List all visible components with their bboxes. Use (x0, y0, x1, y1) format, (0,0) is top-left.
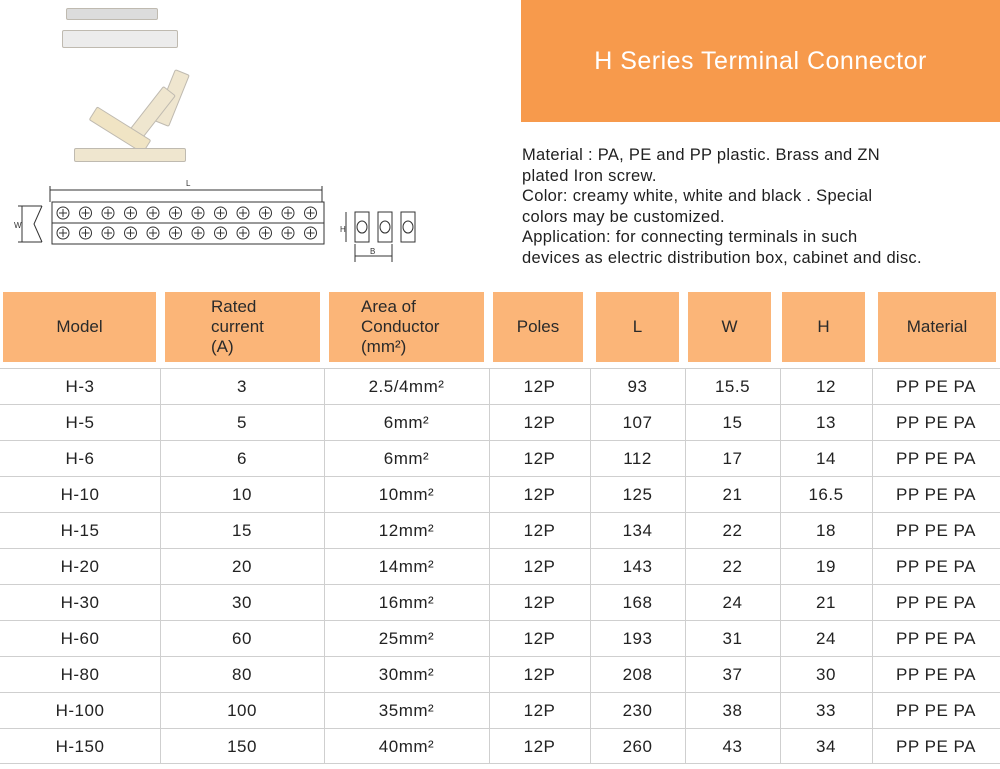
side-screw (380, 221, 390, 233)
cell-poles: 12P (523, 485, 556, 504)
cell-length: 208 (622, 665, 653, 684)
cell-model: H-30 (60, 593, 100, 612)
table-row (0, 368, 1000, 404)
cell-rated-current: 80 (232, 665, 252, 684)
cell-length: 93 (627, 377, 648, 396)
column-header-label: L (632, 317, 643, 336)
cell-rated-current: 10 (232, 485, 252, 504)
cell-width: 15.5 (714, 377, 751, 396)
cell-poles: 12P (523, 521, 556, 540)
dimension-label-b: B (370, 247, 376, 256)
cell-length: 134 (622, 521, 653, 540)
cell-height: 14 (816, 449, 836, 468)
column-header-length (596, 292, 679, 362)
cell-material: PP PE PA (896, 413, 976, 432)
cell-conductor-area: 6mm² (383, 449, 430, 468)
cell-conductor-area: 12mm² (378, 521, 435, 540)
column-header-rated-current (165, 292, 320, 362)
cell-material: PP PE PA (896, 377, 976, 396)
cell-conductor-area: 14mm² (378, 557, 435, 576)
cell-length: 260 (622, 737, 653, 756)
cell-material: PP PE PA (896, 701, 976, 720)
cell-height: 18 (816, 521, 836, 540)
cell-poles: 12P (523, 377, 556, 396)
terminal-strip-image (74, 148, 186, 162)
cell-poles: 12P (523, 593, 556, 612)
cell-material: PP PE PA (896, 593, 976, 612)
table-row (0, 692, 1000, 728)
column-header-label: Model (56, 317, 103, 336)
cell-poles: 12P (523, 449, 556, 468)
description-line: devices as electric distribution box, cabinet and disc. (522, 248, 922, 267)
dimension-label-l: L (186, 179, 191, 188)
table-row (0, 548, 1000, 584)
terminal-strip-image (66, 8, 158, 20)
table-row (0, 656, 1000, 692)
table-row (0, 728, 1000, 764)
cell-conductor-area: 16mm² (378, 593, 435, 612)
side-screw (357, 221, 367, 233)
cell-rated-current: 3 (237, 377, 247, 396)
cell-poles: 12P (523, 557, 556, 576)
cell-model: H-3 (65, 377, 95, 396)
table-row (0, 620, 1000, 656)
cell-model: H-15 (60, 521, 100, 540)
column-header-label: Area of Conductor (mm²) (361, 297, 440, 356)
cell-height: 33 (816, 701, 836, 720)
cell-length: 143 (622, 557, 653, 576)
cell-width: 17 (722, 449, 743, 468)
column-header-conductor-area (329, 292, 484, 362)
title-banner (521, 0, 1000, 122)
description-line: Material : PA, PE and PP plastic. Brass and ZN (522, 146, 881, 164)
cell-material: PP PE PA (896, 557, 976, 576)
cell-conductor-area: 10mm² (378, 485, 435, 504)
page-title: H Series Terminal Connector (594, 46, 927, 75)
cell-height: 19 (816, 557, 836, 576)
cell-poles: 12P (523, 413, 556, 432)
column-header-label: W (721, 317, 738, 336)
cell-rated-current: 60 (232, 629, 252, 648)
cell-height: 21 (816, 593, 836, 612)
product-photos (60, 2, 220, 170)
cell-width: 38 (722, 701, 743, 720)
terminal-strip-image (62, 30, 178, 48)
dimension-drawing (12, 172, 442, 272)
cell-length: 168 (622, 593, 653, 612)
cell-height: 24 (816, 629, 836, 648)
cell-width: 43 (722, 737, 743, 756)
cell-length: 125 (622, 485, 653, 504)
cell-rated-current: 150 (227, 737, 257, 756)
description-line: Application: for connecting terminals in such (522, 228, 858, 246)
table-row (0, 440, 1000, 476)
cell-height: 13 (816, 413, 836, 432)
column-header-width (688, 292, 771, 362)
cell-rated-current: 30 (232, 593, 252, 612)
cell-conductor-area: 2.5/4mm² (368, 377, 445, 396)
cell-length: 230 (622, 701, 653, 720)
cell-poles: 12P (523, 737, 556, 756)
cell-model: H-60 (60, 629, 100, 648)
cell-model: H-150 (55, 737, 105, 756)
cell-width: 15 (722, 413, 743, 432)
cell-height: 12 (816, 377, 836, 396)
cell-width: 31 (722, 629, 743, 648)
table-row (0, 512, 1000, 548)
cell-width: 37 (722, 665, 743, 684)
cell-width: 22 (722, 521, 743, 540)
cell-material: PP PE PA (896, 629, 976, 648)
specification-table (0, 292, 1000, 764)
product-description (522, 145, 1000, 268)
cell-model: H-6 (65, 449, 95, 468)
cell-poles: 12P (523, 665, 556, 684)
cell-conductor-area: 35mm² (378, 701, 435, 720)
cell-length: 112 (623, 449, 652, 468)
cell-model: H-80 (60, 665, 100, 684)
column-header-label: H (817, 317, 830, 336)
cell-model: H-5 (65, 413, 95, 432)
table-header-row (0, 292, 1000, 362)
cell-rated-current: 5 (237, 413, 247, 432)
dimension-label-h: H (340, 225, 346, 234)
cell-poles: 12P (523, 629, 556, 648)
cell-width: 22 (722, 557, 743, 576)
side-screw (403, 221, 413, 233)
description-line: plated Iron screw. (522, 166, 657, 185)
cell-material: PP PE PA (896, 449, 976, 468)
column-header-model (3, 292, 156, 362)
cell-poles: 12P (523, 701, 556, 720)
column-header-material (878, 292, 996, 362)
column-header-label: Poles (516, 317, 560, 336)
cell-conductor-area: 40mm² (378, 737, 435, 756)
cell-conductor-area: 30mm² (378, 665, 435, 684)
cell-length: 107 (622, 413, 653, 432)
cell-model: H-100 (55, 701, 105, 720)
cell-model: H-20 (60, 557, 100, 576)
table-row (0, 584, 1000, 620)
cell-rated-current: 15 (232, 521, 252, 540)
table-body (0, 368, 1000, 764)
cell-material: PP PE PA (896, 737, 976, 756)
cell-height: 16.5 (808, 485, 844, 504)
table-row (0, 404, 1000, 440)
description-line: colors may be customized. (522, 207, 725, 226)
cell-rated-current: 100 (227, 701, 257, 720)
cell-rated-current: 20 (232, 557, 252, 576)
cell-height: 30 (816, 665, 836, 684)
column-header-label: Rated current (A) (211, 297, 264, 356)
cell-material: PP PE PA (896, 665, 976, 684)
cell-conductor-area: 25mm² (378, 629, 435, 648)
cell-width: 24 (722, 593, 743, 612)
cell-rated-current: 6 (237, 449, 247, 468)
cell-width: 21 (722, 485, 743, 504)
dimension-label-w: W (14, 221, 22, 230)
cell-material: PP PE PA (896, 485, 976, 504)
column-header-poles (493, 292, 583, 362)
cell-conductor-area: 6mm² (383, 413, 430, 432)
cell-model: H-10 (60, 485, 100, 504)
cell-material: PP PE PA (896, 521, 976, 540)
cell-length: 193 (622, 629, 653, 648)
description-line: Color: creamy white, white and black . Special (522, 187, 873, 205)
table-row (0, 476, 1000, 512)
column-header-label: Material (906, 317, 968, 336)
cell-height: 34 (816, 737, 836, 756)
column-header-height (782, 292, 865, 362)
